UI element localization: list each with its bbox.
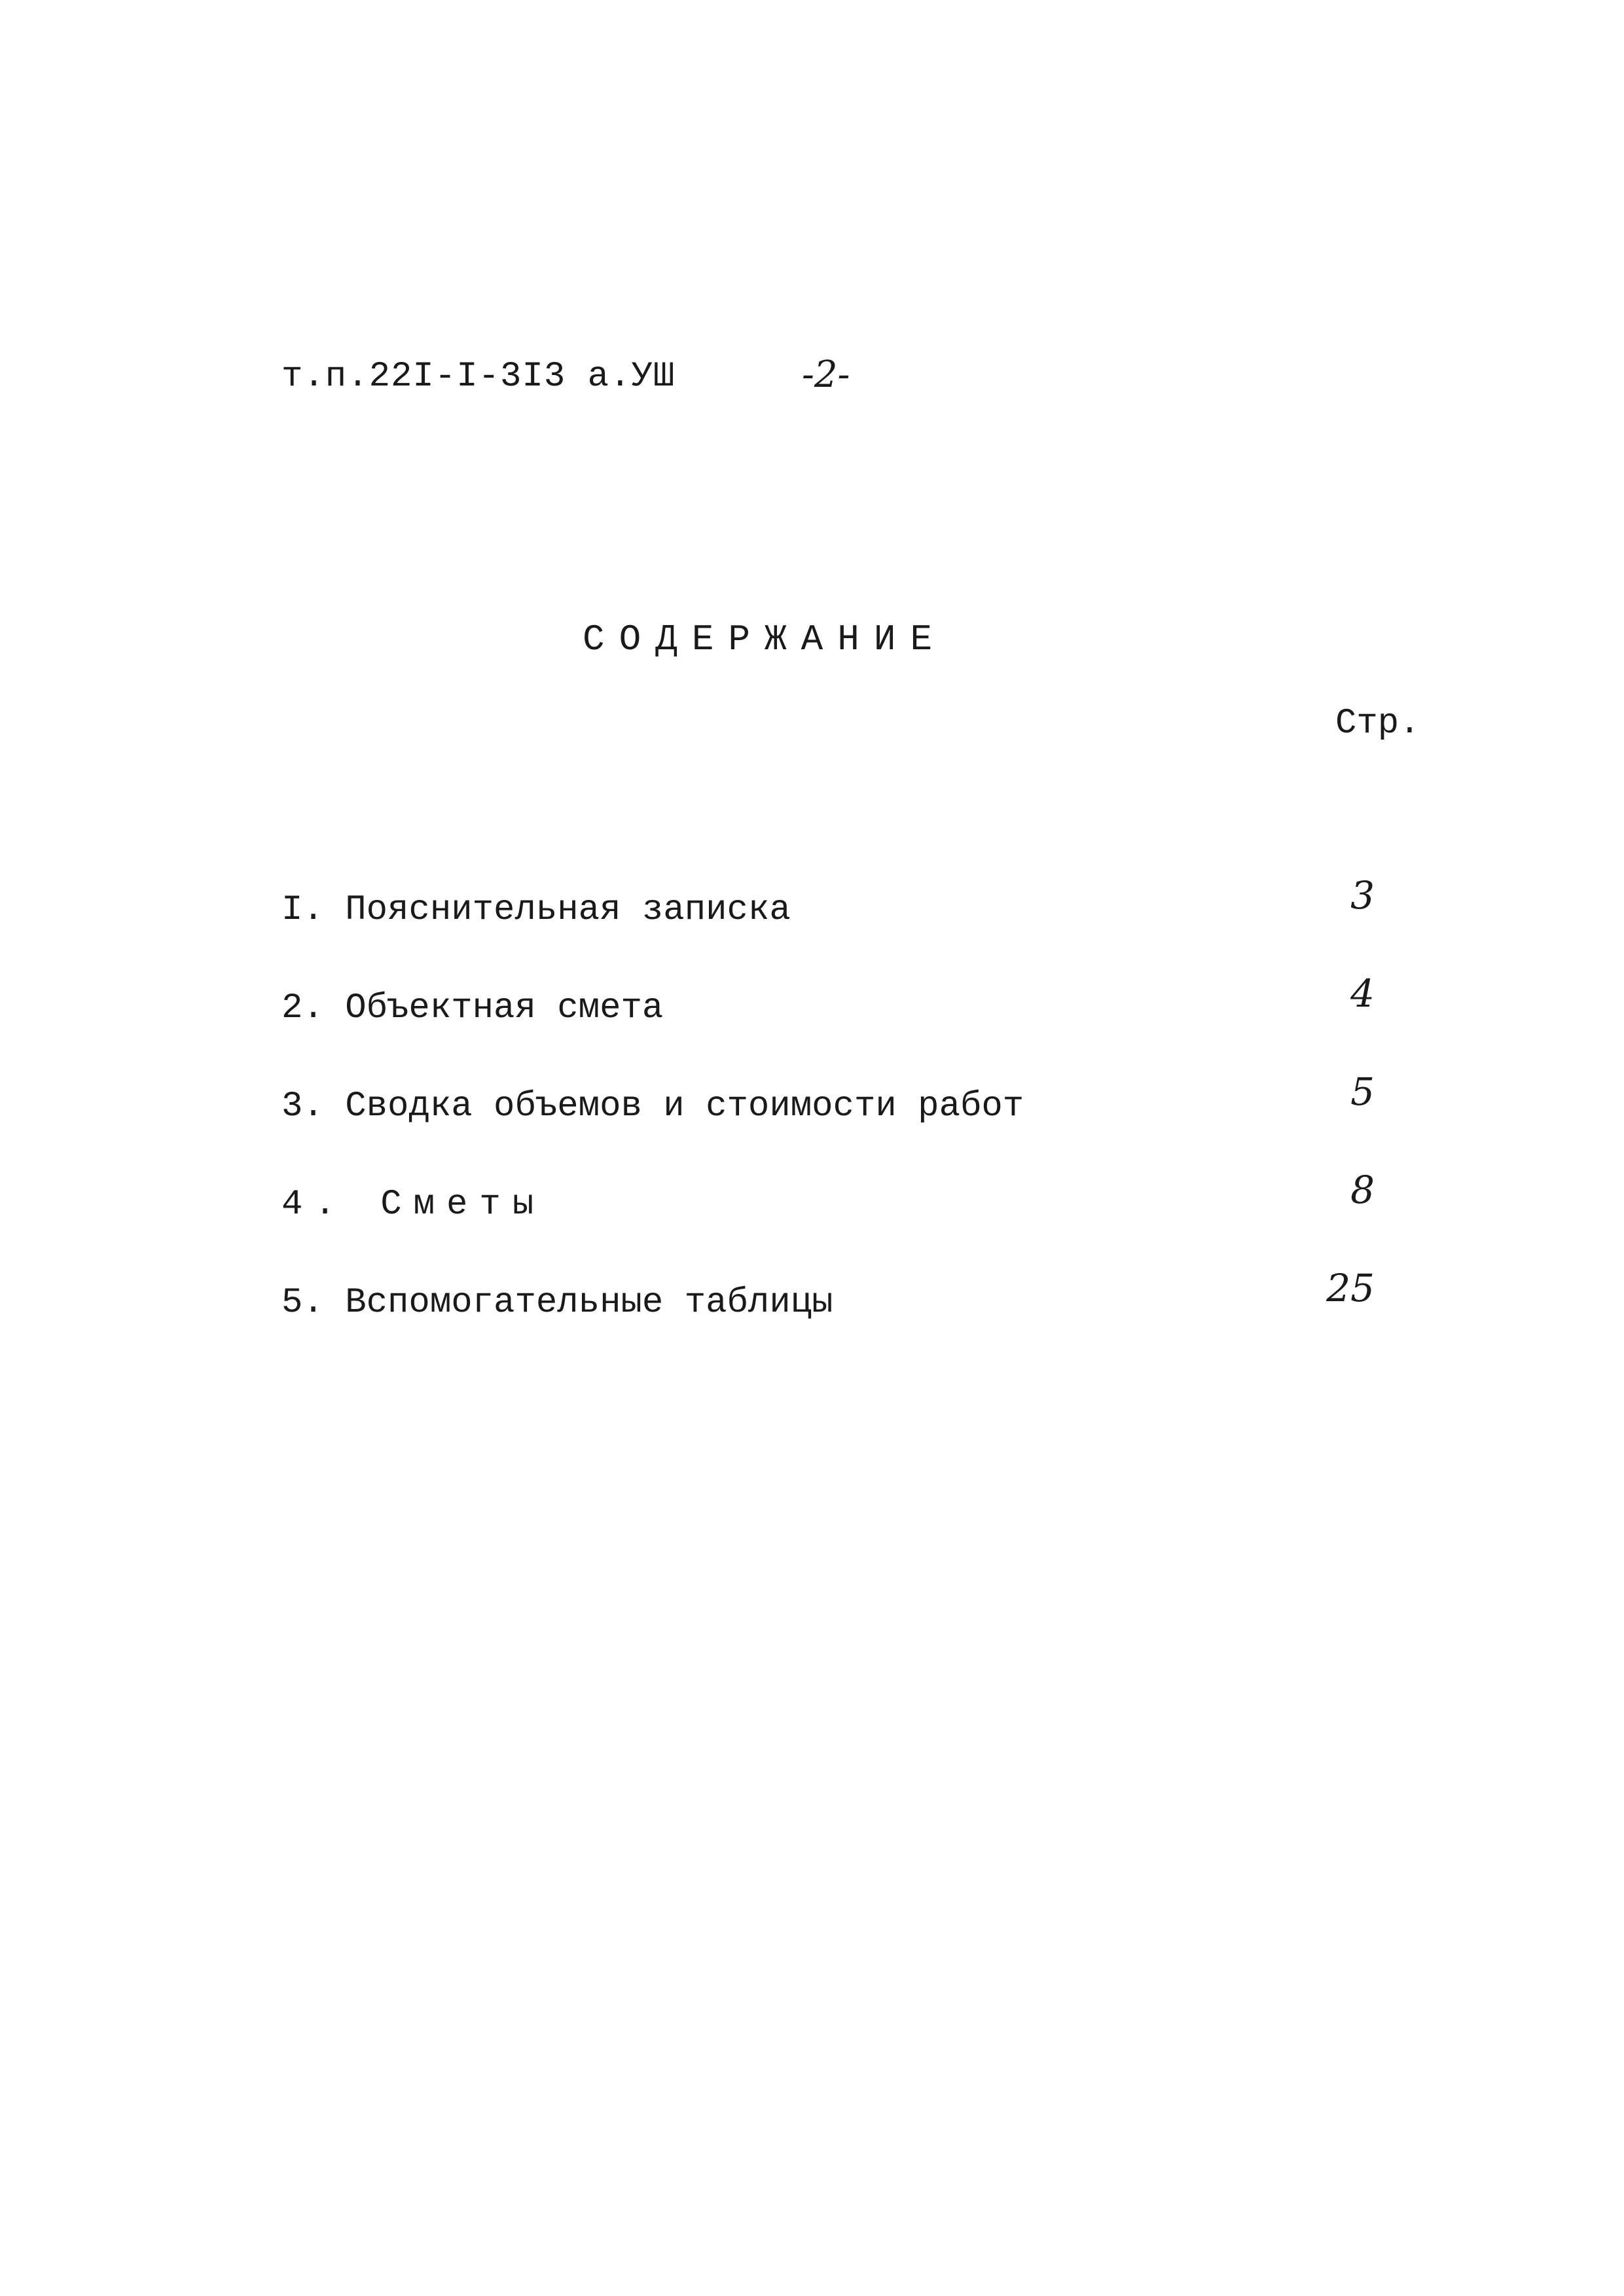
toc-title: СОДЕРЖАНИЕ: [583, 619, 947, 660]
toc-item-page: 5: [1350, 1069, 1375, 1114]
toc-item-page: 3: [1350, 873, 1375, 918]
toc-item-label: 3. Сводка объемов и стоимости работ: [281, 1086, 1024, 1126]
toc-item-page: 8: [1350, 1168, 1375, 1212]
toc-item: [281, 1266, 1460, 1381]
toc-item-page: 4: [1350, 971, 1375, 1016]
toc-item: [281, 1069, 1460, 1185]
toc-item-page: 25: [1326, 1266, 1375, 1310]
toc-item-label: 4. Сметы: [281, 1185, 546, 1225]
toc-item-label: 2. Объектная смета: [281, 988, 664, 1028]
page-column-header: Стр.: [1335, 704, 1420, 744]
toc-item-label: 5. Вспомогательные таблицы: [281, 1283, 833, 1323]
toc-item: [281, 1168, 1460, 1283]
toc-item: [281, 971, 1460, 1086]
document-code: т.п.22I-I-3I3 а.УШ: [281, 357, 676, 397]
toc-list: [281, 873, 1460, 1381]
toc-item: [281, 873, 1460, 988]
toc-item-label: I. Пояснительная записка: [281, 890, 791, 930]
page-number: -2-: [802, 353, 850, 396]
